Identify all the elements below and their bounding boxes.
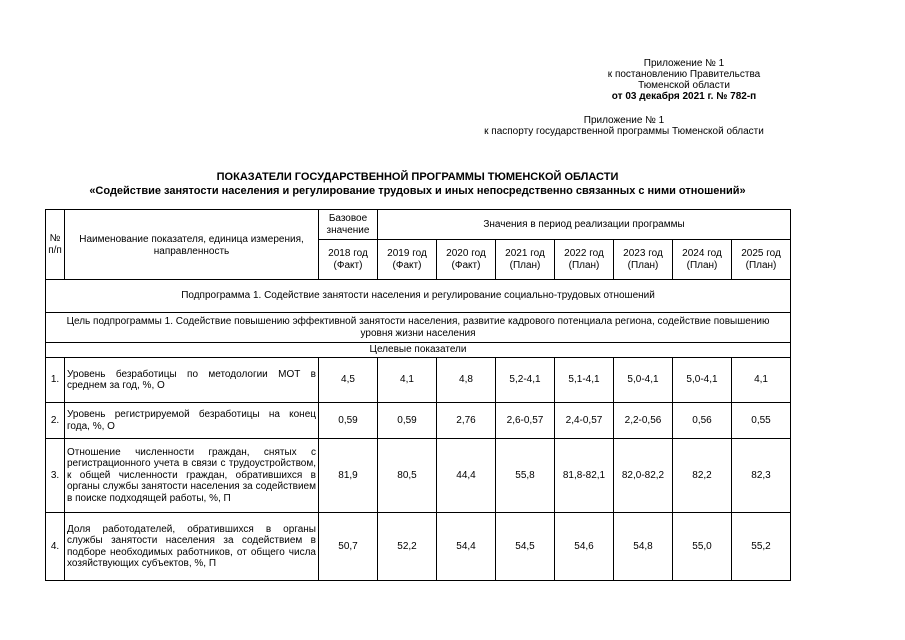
value-cell: 50,7 <box>319 513 378 581</box>
value-cell: 0,55 <box>732 403 791 439</box>
value-cell: 81,8-82,1 <box>555 439 614 513</box>
header-year-type: (План) <box>686 259 718 271</box>
value-cell: 55,0 <box>673 513 732 581</box>
value-cell: 80,5 <box>378 439 437 513</box>
indicator-name: Уровень регистрируемой безработицы на конец года, %, О <box>65 403 319 439</box>
row-num: 1. <box>46 358 65 403</box>
annex-resolution-line3: Тюменской области <box>638 80 730 91</box>
value-cell: 54,8 <box>614 513 673 581</box>
header-year-type: (План) <box>568 259 600 271</box>
header-year-cell <box>319 240 378 280</box>
title-line1: ПОКАЗАТЕЛИ ГОСУДАРСТВЕННОЙ ПРОГРАММЫ ТЮМЕНСКОЙ ОБЛАСТИ <box>216 171 619 183</box>
table-row <box>46 403 791 439</box>
header-year: 2025 год <box>741 248 781 259</box>
value-cell: 5,0-4,1 <box>614 358 673 403</box>
header-year: 2019 год <box>387 248 427 259</box>
header-year-type: (Факт) <box>451 259 481 271</box>
annex-resolution-line2: к постановлению Правительства <box>607 69 761 80</box>
header-year: 2018 год <box>328 248 368 259</box>
targets-row: Целевые показатели <box>46 343 791 358</box>
header-year-type: (Факт) <box>333 259 363 271</box>
value-cell: 54,5 <box>496 513 555 581</box>
value-cell: 4,8 <box>437 358 496 403</box>
value-cell: 81,9 <box>319 439 378 513</box>
value-cell: 0,59 <box>319 403 378 439</box>
value-cell: 0,56 <box>673 403 732 439</box>
value-cell: 54,6 <box>555 513 614 581</box>
value-cell: 2,6-0,57 <box>496 403 555 439</box>
value-cell: 54,4 <box>437 513 496 581</box>
value-cell: 5,0-4,1 <box>673 358 732 403</box>
header-year-cell <box>732 240 791 280</box>
value-cell: 44,4 <box>437 439 496 513</box>
value-cell: 55,2 <box>732 513 791 581</box>
value-cell: 82,3 <box>732 439 791 513</box>
title-line2: «Содействие занятости населения и регулирование трудовых и иных непосредственно связанных с ними отношений» <box>89 185 746 197</box>
value-cell: 55,8 <box>496 439 555 513</box>
value-cell: 82,2 <box>673 439 732 513</box>
header-year: 2024 год <box>682 248 722 259</box>
header-year-cell <box>614 240 673 280</box>
annex-resolution-date: от 03 декабря 2021 г. № 782-п <box>611 91 757 102</box>
header-year-cell <box>378 240 437 280</box>
header-year: 2022 год <box>564 248 604 259</box>
header-year: 2023 год <box>623 248 663 259</box>
header-year-type: (План) <box>509 259 541 271</box>
row-num: 4. <box>46 513 65 581</box>
value-cell: 5,2-4,1 <box>496 358 555 403</box>
header-name: Наименование показателя, единица измерения, направленность <box>65 210 319 280</box>
annex-resolution-line1: Приложение № 1 <box>643 58 725 69</box>
header-year-type: (План) <box>627 259 659 271</box>
header-year: 2021 год <box>505 248 545 259</box>
header-period: Значения в период реализации программы <box>378 210 791 240</box>
table-row <box>46 439 791 513</box>
value-cell: 2,76 <box>437 403 496 439</box>
header-year-cell <box>437 240 496 280</box>
header-year-type: (Факт) <box>392 259 422 271</box>
value-cell: 52,2 <box>378 513 437 581</box>
annex-passport-line1: Приложение № 1 <box>583 115 665 126</box>
subprogram-row: Подпрограмма 1. Содействие занятости населения и регулирование социально-трудовых отношений <box>46 280 791 313</box>
header-year-cell <box>555 240 614 280</box>
value-cell: 82,0-82,2 <box>614 439 673 513</box>
header-year-cell <box>673 240 732 280</box>
header-year-type: (План) <box>745 259 777 271</box>
value-cell: 0,59 <box>378 403 437 439</box>
annex-resolution-block <box>584 58 784 102</box>
indicators-table <box>45 209 791 581</box>
value-cell: 5,1-4,1 <box>555 358 614 403</box>
indicator-name: Доля работодателей, обратившихся в органы службы занятости населения за содействием в подборе необходимых работников, от общего числа хозяйствующих субъектов, %, П <box>65 513 319 581</box>
value-cell: 4,5 <box>319 358 378 403</box>
goal-row: Цель подпрограммы 1. Содействие повышению эффективной занятости населения, развитие кадрового потенциала региона, содействие повышению уровня жизни населения <box>46 313 791 343</box>
indicator-name: Уровень безработицы по методологии МОТ в среднем за год, %, О <box>65 358 319 403</box>
header-year-cell <box>496 240 555 280</box>
table-row <box>46 513 791 581</box>
document-title <box>45 170 790 198</box>
annex-passport-block <box>464 115 784 137</box>
annex-passport-line2: к паспорту государственной программы Тюменской области <box>484 126 764 137</box>
value-cell: 4,1 <box>732 358 791 403</box>
table-row <box>46 358 791 403</box>
value-cell: 4,1 <box>378 358 437 403</box>
indicator-name: Отношение численности граждан, снятых с регистрационного учета в связи с трудоустройством, к общей численности граждан, обратившихся в органы службы занятости населения за содействием в поиске подходящей работы, %, П <box>65 439 319 513</box>
header-num: № п/п <box>46 210 65 280</box>
header-base: Базовое значение <box>319 210 378 240</box>
value-cell: 2,2-0,56 <box>614 403 673 439</box>
value-cell: 2,4-0,57 <box>555 403 614 439</box>
row-num: 3. <box>46 439 65 513</box>
header-year: 2020 год <box>446 248 486 259</box>
row-num: 2. <box>46 403 65 439</box>
